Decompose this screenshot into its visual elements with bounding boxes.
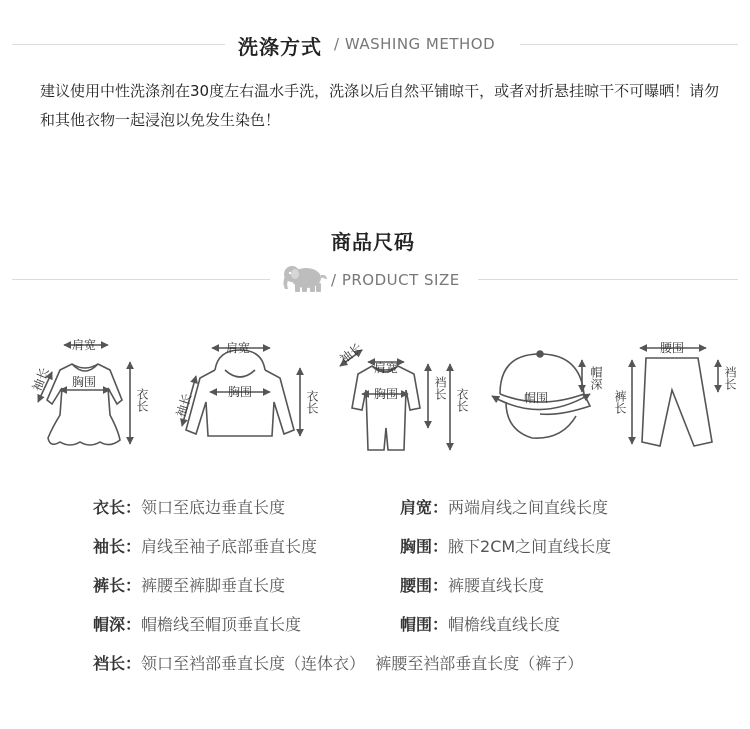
size-diagrams	[0, 330, 750, 460]
romper-sleeve-label: 袖长	[337, 340, 365, 367]
definition-sleeve	[93, 534, 317, 557]
pants-crotch-label: 裆长	[723, 366, 737, 390]
dress-shoulder-label: 肩宽	[72, 338, 97, 352]
definition-desc: 帽檐线至帽顶垂直长度	[141, 615, 302, 634]
dress-diagram	[38, 345, 130, 445]
definition-length	[93, 495, 285, 518]
elephant-icon	[282, 265, 328, 297]
hoodie-sleeve-label: 袖长	[173, 391, 195, 419]
hoodie-length-label: 衣长	[305, 390, 319, 414]
definition-desc: 两端肩线之间直线长度	[448, 498, 609, 517]
pants-length-label: 裤长	[613, 390, 627, 414]
definition-desc: 裤腰直线长度	[448, 576, 545, 595]
dress-sleeve-label: 袖长	[29, 365, 52, 394]
washing-title: 洗涤方式	[238, 35, 322, 59]
definition-pants-length	[93, 573, 285, 596]
size-title: 商品尺码	[331, 230, 415, 254]
definition-term: 衣长：	[93, 498, 142, 517]
hat-circ-label: 帽围	[524, 391, 549, 405]
definition-desc: 肩线至袖子底部垂直长度	[141, 537, 318, 556]
divider-line	[478, 279, 738, 280]
divider-line	[12, 279, 270, 280]
dress-chest-label: 胸围	[72, 375, 97, 389]
pants-waist-label: 腰围	[660, 341, 685, 355]
washing-instructions: 建议使用中性洗涤剂在30度左右温水手洗，洗涤以后自然平铺晾干，或者对折悬挂晾干不可曝晒！请勿和其他衣物一起浸泡以免发生染色！	[40, 82, 720, 129]
pants-diagram	[632, 348, 718, 446]
definition-crotch	[93, 651, 583, 674]
definition-term: 胸围：	[400, 537, 449, 556]
definition-hat-depth	[93, 612, 301, 635]
hoodie-shoulder-label: 肩宽	[226, 341, 251, 355]
definition-hat-circ	[400, 612, 560, 635]
definition-desc: 领口至裆部垂直长度（连体衣） 裤腰至裆部垂直长度（裤子）	[141, 654, 584, 673]
definition-desc: 帽檐线直线长度	[448, 615, 561, 634]
definition-term: 肩宽：	[400, 498, 449, 517]
definition-term: 腰围：	[400, 576, 449, 595]
romper-chest-label: 胸围	[374, 387, 399, 401]
definition-chest	[400, 534, 611, 557]
definition-desc: 领口至底边垂直长度	[141, 498, 286, 517]
dress-length-label: 衣长	[135, 388, 149, 412]
romper-length-label: 衣长	[455, 388, 469, 412]
definition-term: 帽深：	[93, 615, 142, 634]
romper-shoulder-label: 肩宽	[374, 361, 399, 375]
definition-term: 帽围：	[400, 615, 449, 634]
definition-waist	[400, 573, 544, 596]
divider-line	[520, 44, 738, 45]
divider-line	[12, 44, 225, 45]
washing-title-en: / WASHING METHOD	[334, 35, 496, 53]
definition-shoulder	[400, 495, 608, 518]
definition-term: 裤长：	[93, 576, 142, 595]
hat-depth-label: 帽深	[589, 366, 603, 390]
definition-desc: 裤腰至裤脚垂直长度	[141, 576, 286, 595]
size-title-en: / PRODUCT SIZE	[331, 271, 460, 289]
definition-term: 袖长：	[93, 537, 142, 556]
hoodie-chest-label: 胸围	[228, 385, 253, 399]
definition-desc: 腋下2CM之间直线长度	[448, 537, 612, 556]
definition-term: 裆长：	[93, 654, 142, 673]
romper-crotch-label: 裆长	[433, 376, 447, 400]
